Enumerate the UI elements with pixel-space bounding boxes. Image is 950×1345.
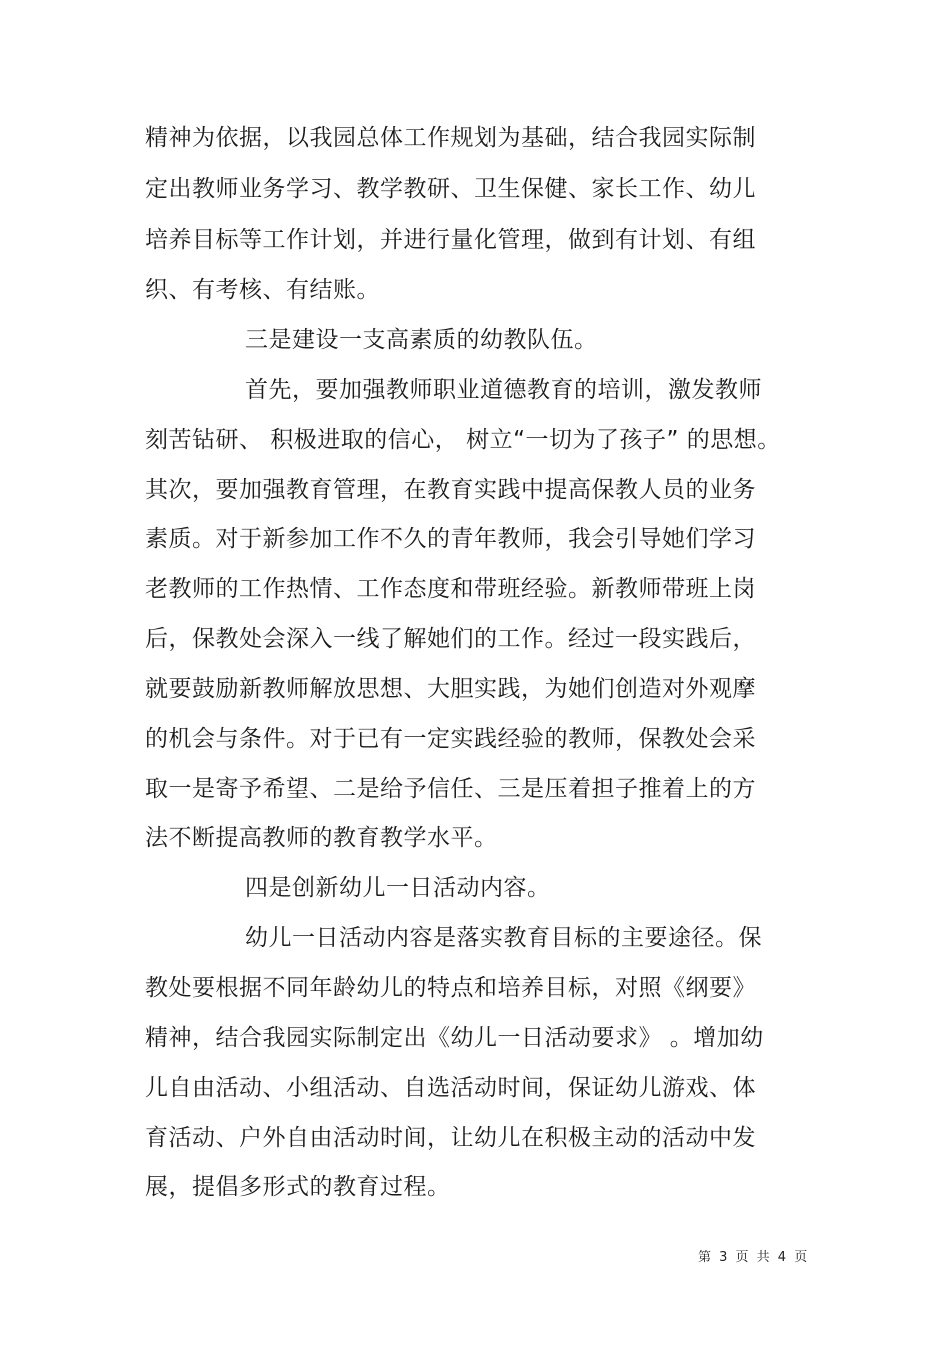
text-line: 素质。对于新参加工作不久的青年教师，我会引导她们学习 <box>145 526 756 552</box>
text-line: 教处要根据不同年龄幼儿的特点和培养目标，对照《纲要》 <box>145 975 756 1001</box>
paragraph-first-line: 幼儿一日活动内容是落实教育目标的主要途径。保 <box>245 925 762 951</box>
text-line: 其次，要加强教育管理，在教育实践中提高保教人员的业务 <box>145 477 756 503</box>
text-line: 的机会与条件。对于已有一定实践经验的教师，保教处会采 <box>145 726 756 752</box>
text-line: 取一是寄予希望、二是给予信任、三是压着担子推着上的方 <box>145 776 756 802</box>
section-heading: 三是建设一支高素质的幼教队伍。 <box>245 327 598 353</box>
page-number-footer: 第 3 页 共 4 页 <box>698 1250 810 1265</box>
text-line: 法不断提高教师的教育教学水平。 <box>145 825 498 851</box>
text-line: 就要鼓励新教师解放思想、大胆实践，为她们创造对外观摩 <box>145 676 756 702</box>
text-line: 定出教师业务学习、教学教研、卫生保健、家长工作、幼儿 <box>145 176 756 202</box>
text-line: 老教师的工作热情、工作态度和带班经验。新教师带班上岗 <box>145 576 756 602</box>
text-line: 精神为依据，以我园总体工作规划为基础，结合我园实际制 <box>145 125 756 151</box>
text-line: 育活动、户外自由活动时间，让幼儿在积极主动的活动中发 <box>145 1125 756 1151</box>
paragraph-first-line: 首先，要加强教师职业道德教育的培训，激发教师 <box>245 377 762 403</box>
text-line: 刻苦钻研、 积极进取的信心， 树立“一切为了孩子” 的思想。 <box>145 427 781 453</box>
text-line: 精神，结合我园实际制定出《幼儿一日活动要求》 。增加幼 <box>145 1025 764 1051</box>
section-heading: 四是创新幼儿一日活动内容。 <box>245 875 551 901</box>
text-line: 展，提倡多形式的教育过程。 <box>145 1174 451 1200</box>
text-line: 培养目标等工作计划，并进行量化管理，做到有计划、有组 <box>145 227 756 253</box>
text-line: 织、有考核、有结账。 <box>145 277 380 303</box>
text-line: 儿自由活动、小组活动、自选活动时间，保证幼儿游戏、体 <box>145 1075 756 1101</box>
text-line: 后，保教处会深入一线了解她们的工作。经过一段实践后， <box>145 626 756 652</box>
